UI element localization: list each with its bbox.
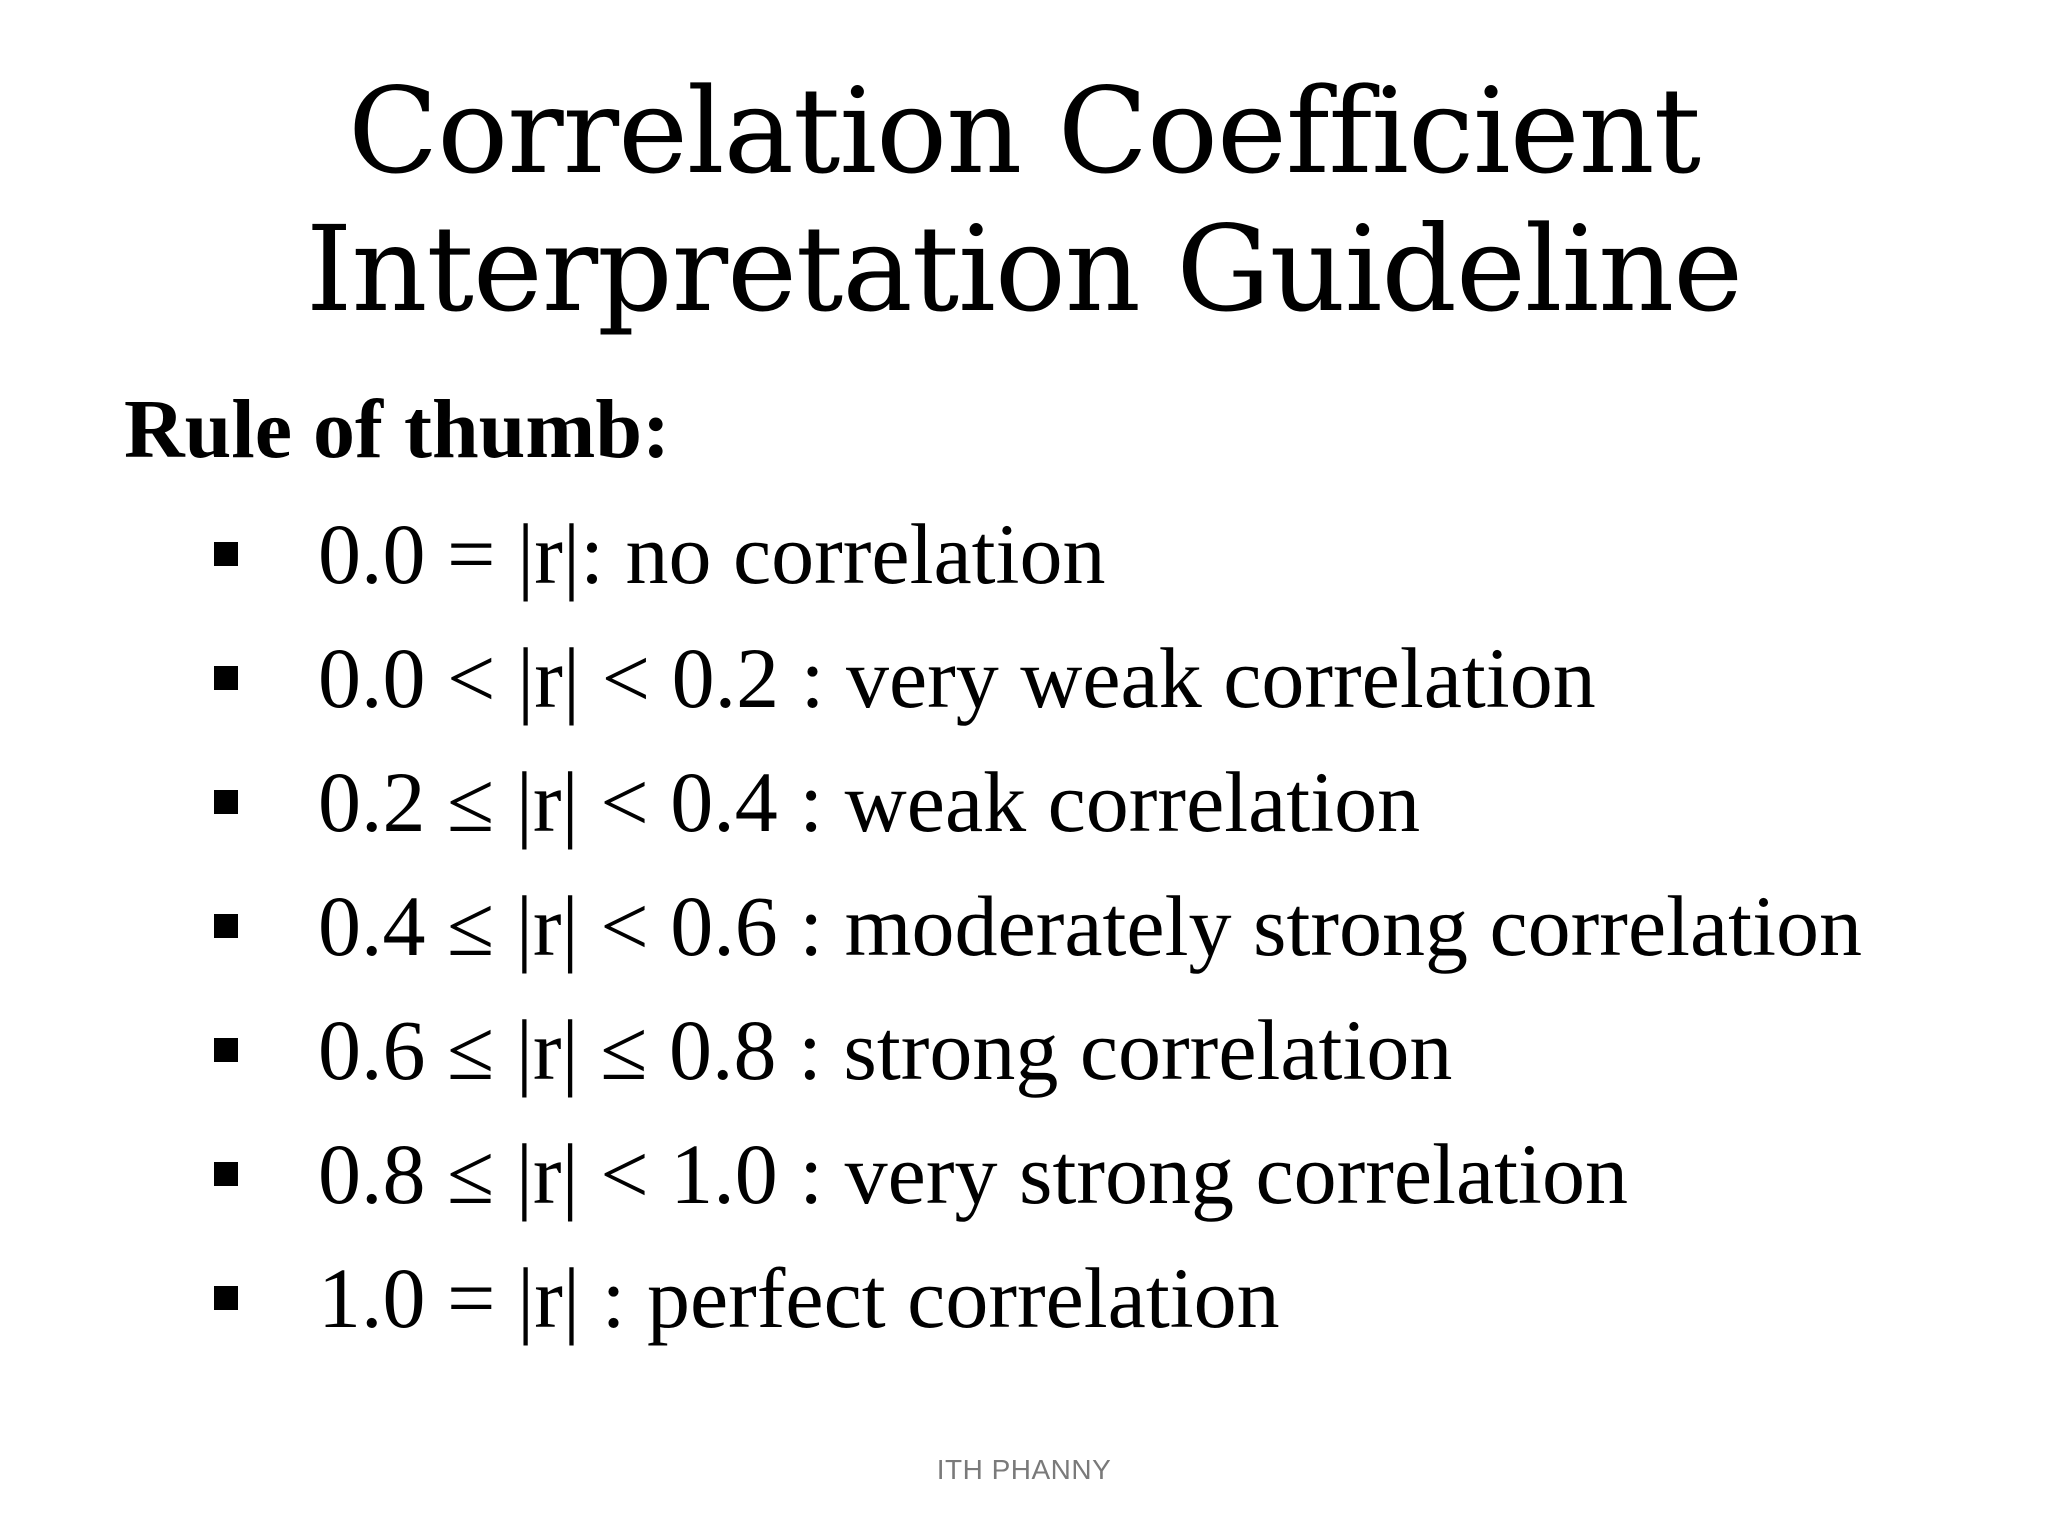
- square-bullet-icon: [214, 1162, 238, 1186]
- list-item: [214, 616, 1862, 740]
- list-item: [214, 1236, 1862, 1360]
- rule-text: 0.0 < |r| < 0.2 : very weak correlation: [318, 630, 1596, 726]
- title-line-1: Correlation Coefficient: [347, 62, 1701, 200]
- square-bullet-icon: [214, 914, 238, 938]
- list-item: [214, 492, 1862, 616]
- rule-text: 1.0 = |r| : perfect correlation: [318, 1250, 1280, 1346]
- rule-list: [214, 492, 1862, 1360]
- list-item: [214, 864, 1862, 988]
- rule-heading: Rule of thumb:: [124, 383, 671, 476]
- footer-author: ITH PHANNY: [936, 1454, 1112, 1485]
- square-bullet-icon: [214, 666, 238, 690]
- rule-text: 0.6 ≤ |r| ≤ 0.8 : strong correlation: [318, 1002, 1453, 1098]
- rule-text: 0.4 ≤ |r| < 0.6 : moderately strong correlation: [318, 878, 1862, 974]
- rule-text: 0.8 ≤ |r| < 1.0 : very strong correlation: [318, 1126, 1628, 1222]
- rule-text: 0.0 = |r|: no correlation: [318, 506, 1106, 602]
- square-bullet-icon: [214, 1286, 238, 1310]
- square-bullet-icon: [214, 1038, 238, 1062]
- list-item: [214, 1112, 1862, 1236]
- square-bullet-icon: [214, 542, 238, 566]
- rule-text: 0.2 ≤ |r| < 0.4 : weak correlation: [318, 754, 1421, 850]
- list-item: [214, 740, 1862, 864]
- list-item: [214, 988, 1862, 1112]
- slide-title: [0, 62, 2048, 338]
- title-line-2: Interpretation Guideline: [305, 200, 1743, 338]
- square-bullet-icon: [214, 790, 238, 814]
